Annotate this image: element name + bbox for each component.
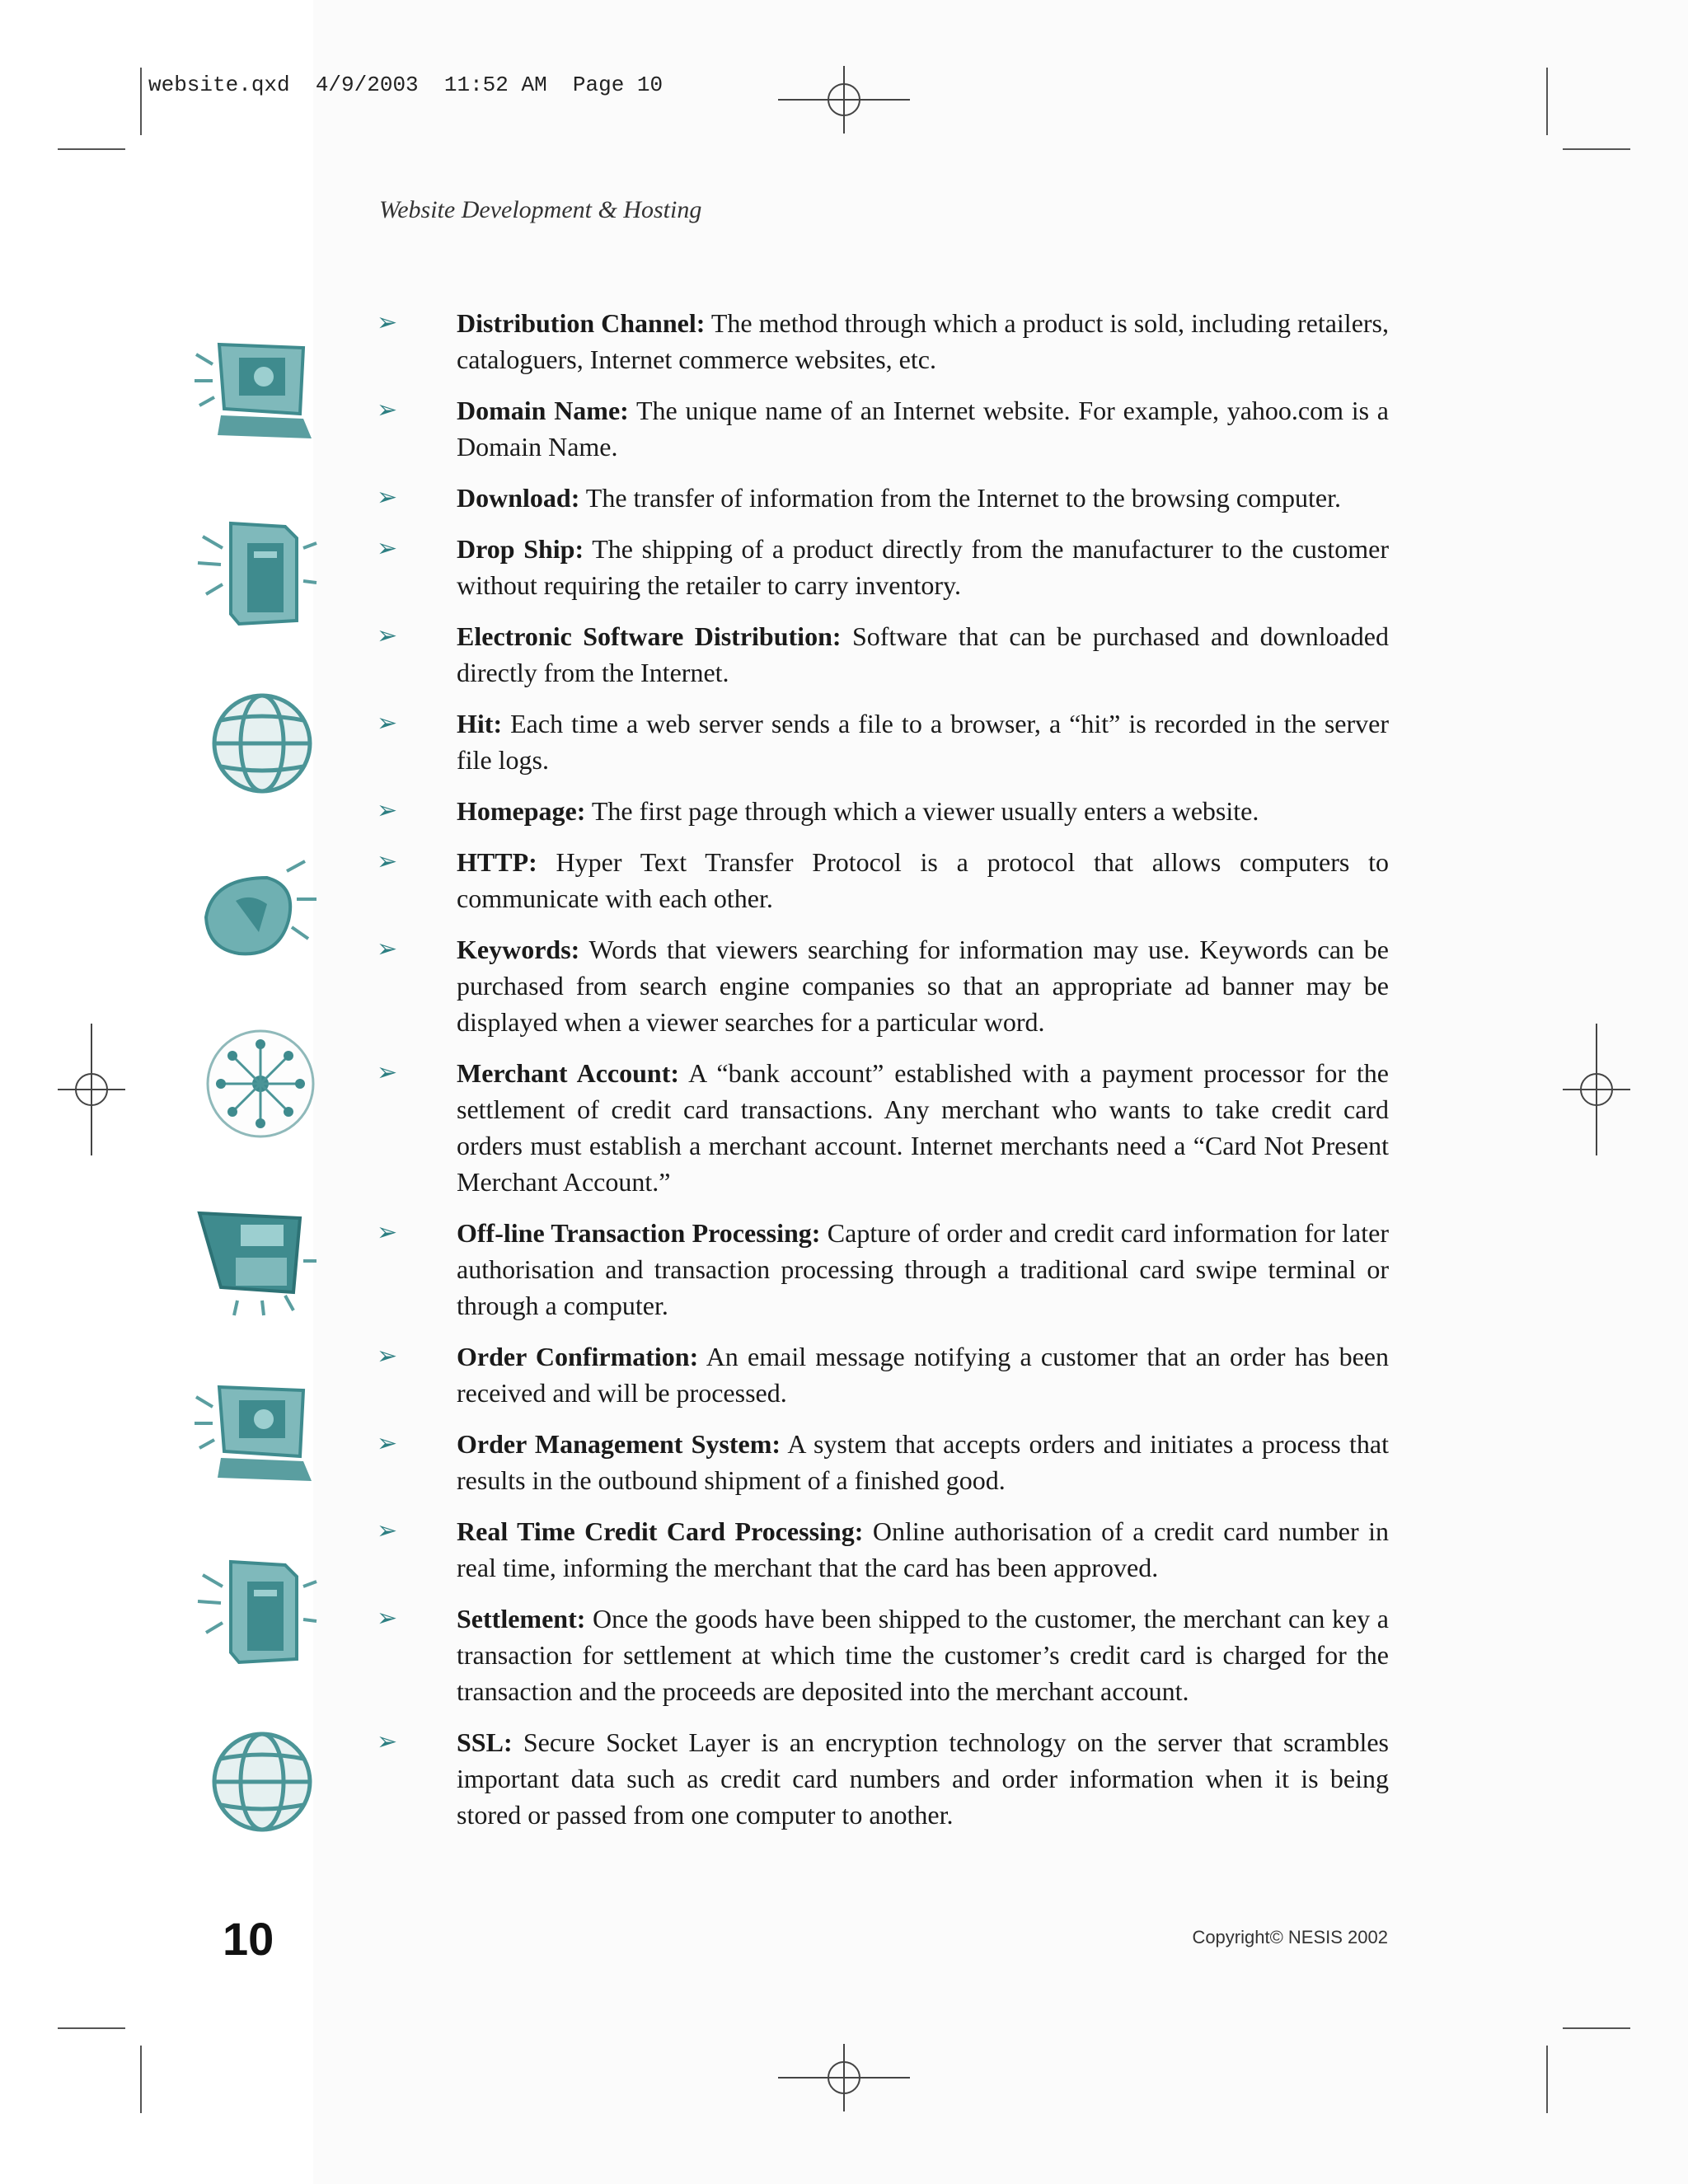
crop-mark: [58, 2027, 125, 2029]
glossary-definition: Words that viewers searching for information may use. Keywords can be purchased from search engine companies so that an appropriate ad banner may be displayed when a viewer searches for a particular word.: [457, 935, 1389, 1037]
server-tower-icon: [188, 1554, 320, 1669]
glossary-entry: [375, 480, 1389, 516]
glossary-entry: [375, 1055, 1389, 1200]
copyright-notice: Copyright© NESIS 2002: [1192, 1927, 1388, 1947]
glossary-term: Order Management System:: [457, 1429, 781, 1459]
arrow-bullet-icon: ➢: [377, 483, 398, 512]
glossary-term: Merchant Account:: [457, 1058, 680, 1088]
glossary-entry: [375, 1513, 1389, 1586]
crop-mark: [1546, 2046, 1548, 2113]
glossary-definition: Hyper Text Transfer Protocol is a protocol that allows computers to communicate with each other.: [457, 847, 1389, 913]
glossary-term: Homepage:: [457, 796, 586, 826]
crop-mark: [1563, 2027, 1630, 2029]
globe-icon: [188, 684, 320, 799]
arrow-bullet-icon: ➢: [377, 796, 398, 825]
glossary-entry: [375, 793, 1389, 829]
glossary-term: Hit:: [457, 709, 503, 738]
globe-icon: [188, 1722, 320, 1838]
glossary-term: HTTP:: [457, 847, 537, 877]
glossary-definition: An email message notifying a customer that an order has been received and will be processed.: [457, 1342, 1390, 1408]
glossary-term: Domain Name:: [457, 396, 629, 425]
arrow-bullet-icon: ➢: [377, 1516, 398, 1545]
registration-mark: [1563, 1024, 1630, 1155]
glossary-entry: [375, 931, 1389, 1040]
glossary-definition: Secure Socket Layer is an encryption technology on the server that scrambles important data such as credit card numbers and order information when it is being stored or passed from one computer to another.: [457, 1727, 1389, 1830]
registration-mark: [778, 2044, 910, 2111]
glossary-term: Keywords:: [457, 935, 580, 964]
glossary-definition: Each time a web server sends a file to a browser, a “hit” is recorded in the server file logs.: [457, 709, 1389, 775]
server-tower-icon: [188, 515, 320, 630]
arrow-bullet-icon: ➢: [377, 1218, 398, 1247]
glossary-entry: [375, 1215, 1389, 1324]
glossary-term: Order Confirmation:: [457, 1342, 699, 1371]
glossary-definition: The method through which a product is sold, including retailers, cataloguers, Internet commerce websites, etc.: [457, 308, 1390, 374]
arrow-bullet-icon: ➢: [377, 534, 398, 563]
registration-mark: [58, 1024, 125, 1155]
glossary-term: Drop Ship:: [457, 534, 584, 564]
page-number: 10: [223, 1913, 274, 1965]
glossary-entry: [375, 844, 1389, 916]
arrow-bullet-icon: ➢: [377, 847, 398, 876]
glossary-definition: The unique name of an Internet website. For example, yahoo.com is a Domain Name.: [457, 396, 1390, 462]
registration-mark: [778, 66, 910, 134]
glossary-term: Off-line Transaction Processing:: [457, 1218, 821, 1248]
crop-mark: [140, 2046, 142, 2113]
arrow-bullet-icon: ➢: [377, 935, 398, 963]
computer-monitor-icon: [188, 330, 320, 445]
floppy-disk-icon: [188, 1203, 320, 1319]
running-head: Website Development & Hosting: [379, 196, 702, 223]
glossary-term: Electronic Software Distribution:: [457, 621, 842, 651]
arrow-bullet-icon: ➢: [377, 308, 398, 337]
arrow-bullet-icon: ➢: [377, 1604, 398, 1633]
crop-mark: [1546, 68, 1548, 135]
glossary-entry: [375, 305, 1389, 377]
glossary-term: Download:: [457, 483, 580, 513]
glossary-entry: [375, 1601, 1389, 1709]
glossary-entry: [375, 1338, 1389, 1411]
arrow-bullet-icon: ➢: [377, 1342, 398, 1371]
satellite-dish-icon: [188, 853, 320, 968]
glossary-definition: Online authorisation of a credit card number in real time, informing the merchant that the card has been approved.: [457, 1516, 1390, 1582]
arrow-bullet-icon: ➢: [377, 1727, 398, 1756]
glossary-definition: The shipping of a product directly from the manufacturer to the customer without requiring the retailer to carry inventory.: [457, 534, 1390, 600]
glossary-entry: [375, 1724, 1389, 1833]
arrow-bullet-icon: ➢: [377, 396, 398, 424]
glossary-term: Distribution Channel:: [457, 308, 706, 338]
glossary-definition: Software that can be purchased and downloaded directly from the Internet.: [457, 621, 1390, 687]
glossary-definition: A “bank account” established with a payment processor for the settlement of credit card transactions. Any merchant who wants to take credit card orders must establish a merchant account. Internet merchants need a “Card Not Present Merchant Account.”: [457, 1058, 1390, 1197]
glossary-definition: Capture of order and credit card information for later authorisation and transaction processing through a traditional card swipe terminal or through a computer.: [457, 1218, 1390, 1320]
glossary-term: SSL:: [457, 1727, 513, 1757]
glossary-entry: [375, 392, 1389, 465]
glossary-entry: [375, 1426, 1389, 1498]
network-hub-icon: [188, 1026, 320, 1141]
arrow-bullet-icon: ➢: [377, 1058, 398, 1087]
crop-mark: [1563, 148, 1630, 150]
glossary-definition: A system that accepts orders and initiates a process that results in the outbound shipment of a finished good.: [457, 1429, 1390, 1495]
crop-mark: [140, 68, 142, 135]
glossary-definition: The first page through which a viewer usually enters a website.: [585, 796, 1259, 826]
crop-mark: [58, 148, 125, 150]
glossary-list: [375, 305, 1389, 1848]
glossary-entry: [375, 531, 1389, 603]
glossary-term: Settlement:: [457, 1604, 586, 1633]
glossary-definition: The transfer of information from the Internet to the browsing computer.: [579, 483, 1341, 513]
computer-monitor-icon: [188, 1372, 320, 1488]
glossary-definition: Once the goods have been shipped to the customer, the merchant can key a transaction for settlement at which time the customer’s credit card is charged for the transaction and the proceeds are deposited into the merchant account.: [457, 1604, 1389, 1706]
arrow-bullet-icon: ➢: [377, 621, 398, 650]
arrow-bullet-icon: ➢: [377, 709, 398, 738]
glossary-term: Real Time Credit Card Processing:: [457, 1516, 864, 1546]
print-slug: website.qxd 4/9/2003 11:52 AM Page 10: [148, 73, 663, 97]
glossary-entry: [375, 705, 1389, 778]
glossary-entry: [375, 618, 1389, 691]
arrow-bullet-icon: ➢: [377, 1429, 398, 1458]
